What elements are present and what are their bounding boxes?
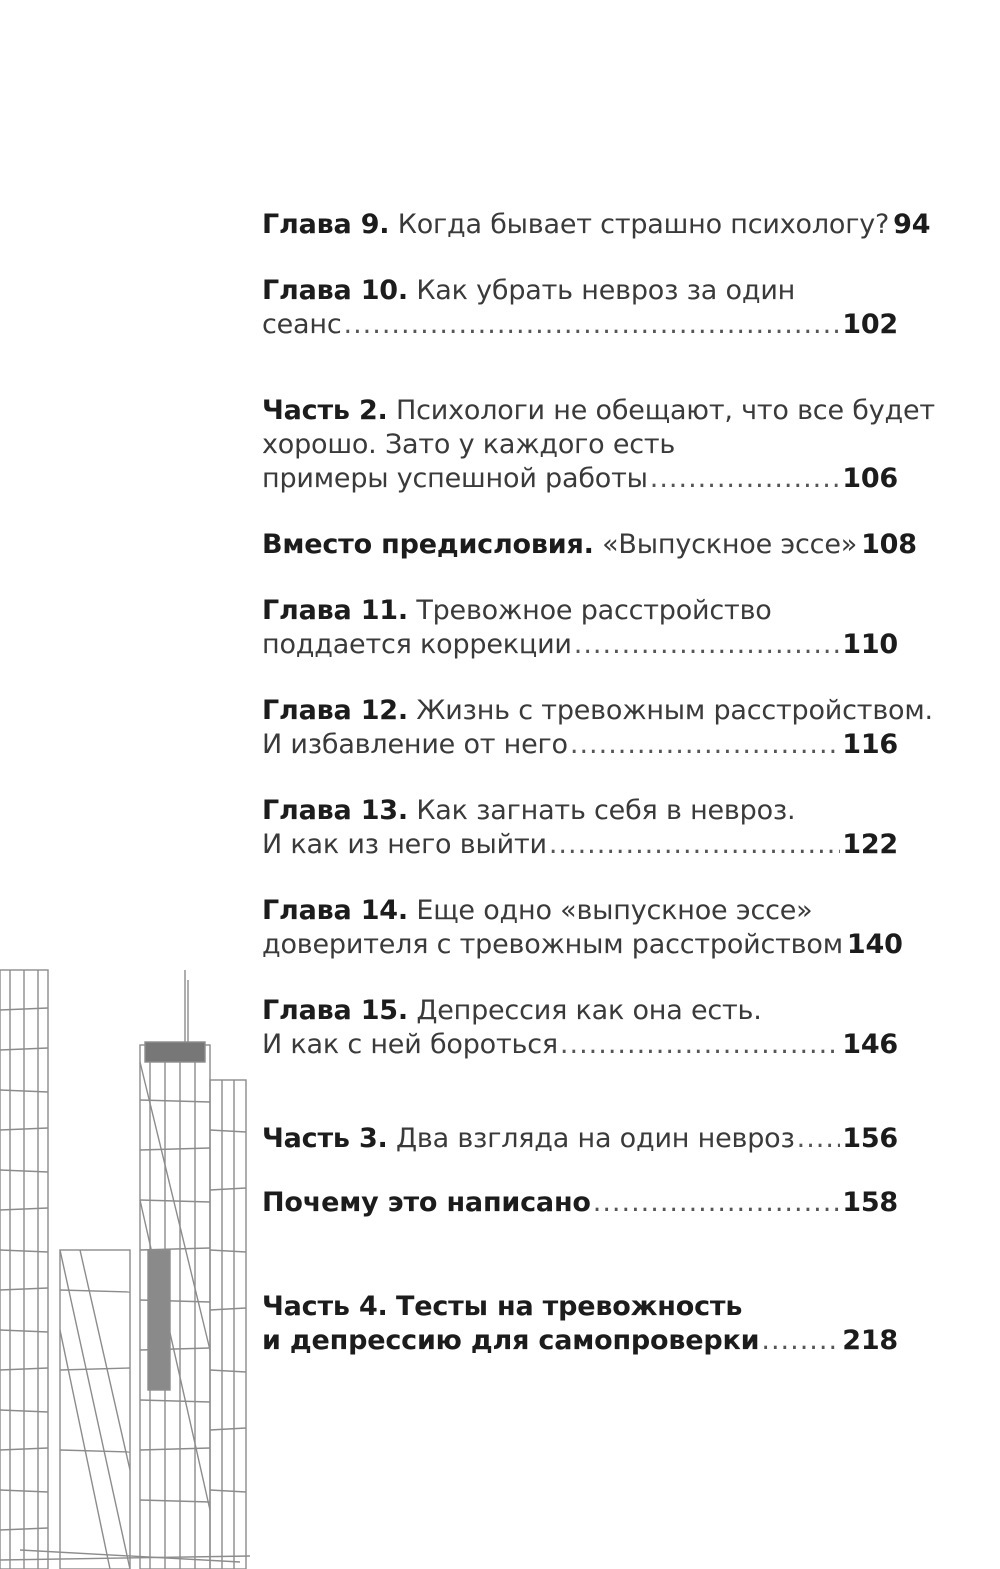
toc-entry-line: [262, 628, 898, 662]
toc-entry-title: И как из него выйти: [262, 829, 547, 860]
toc-leader-dots: [570, 728, 840, 762]
toc-page-number: 94: [893, 209, 931, 240]
toc-entry-label: Глава 14.: [262, 895, 408, 926]
toc-entry-label: Глава 10.: [262, 275, 408, 306]
toc-entry[interactable]: [262, 994, 898, 1062]
toc-entry-title: и депрессию для самопроверки: [262, 1325, 760, 1356]
toc-entry-line: [262, 728, 898, 762]
toc-entry-line: [262, 394, 935, 428]
toc-entry-line: [262, 1324, 898, 1358]
toc-entry-line: [262, 1122, 898, 1156]
toc-entry-line: [262, 894, 898, 928]
toc-leader-dots: [761, 1324, 840, 1358]
toc-entry-title: И избавление от него: [262, 729, 568, 760]
toc-page-number: 156: [842, 1123, 898, 1154]
toc-entry-title: Как загнать себя в невроз.: [416, 795, 796, 826]
toc-entry-label: Глава 13.: [262, 795, 408, 826]
toc-entry-title: Когда бывает страшно психологу?: [397, 209, 890, 240]
toc-entry-title: Тесты на тревожность: [396, 1291, 743, 1322]
toc-page-number: 158: [842, 1187, 898, 1218]
toc-entry-line: [262, 994, 898, 1028]
toc-entry-title: «Выпускное эссе»: [602, 529, 858, 560]
toc-entry-title: сеанс: [262, 309, 342, 340]
toc-entry-title: Жизнь с тревожным расстройством.: [416, 695, 933, 726]
toc-entry-line: [262, 428, 898, 462]
toc-entry[interactable]: [262, 1186, 898, 1220]
toc-page-number: 146: [842, 1029, 898, 1060]
toc-entry[interactable]: [262, 208, 931, 242]
toc-entry-line: [262, 594, 898, 628]
toc-entry-line: [262, 528, 917, 562]
toc-entry-title: И как с ней бороться: [262, 1029, 558, 1060]
toc-entry[interactable]: [262, 1122, 898, 1156]
toc-entry-line: [262, 828, 898, 862]
toc-leader-dots: [549, 828, 840, 862]
toc-entry-label: Часть 3.: [262, 1123, 388, 1154]
toc-leader-dots: [574, 628, 840, 662]
toc-page-number: 122: [842, 829, 898, 860]
toc-entry-label: Глава 15.: [262, 995, 408, 1026]
toc-page-number: 116: [842, 729, 898, 760]
toc-entry[interactable]: [262, 694, 933, 762]
toc-entry-title: Депрессия как она есть.: [416, 995, 762, 1026]
toc-entry-line: [262, 462, 898, 496]
toc-entry-title: доверителя с тревожным расстройством: [262, 929, 843, 960]
toc-page-number: 108: [861, 529, 917, 560]
toc-leader-dots: [593, 1186, 840, 1220]
toc-entry-label: Вместо предисловия.: [262, 529, 594, 560]
toc-entry-title: поддается коррекции: [262, 629, 572, 660]
toc-entry-title: Два взгляда на один невроз: [396, 1123, 795, 1154]
toc-entry-title: примеры успешной работы: [262, 463, 648, 494]
toc-entry[interactable]: [262, 894, 903, 962]
toc-page-number: 106: [842, 463, 898, 494]
toc-entry[interactable]: [262, 528, 917, 562]
toc-entry[interactable]: [262, 394, 935, 496]
toc-entry-line: [262, 928, 903, 962]
toc-page-number: 102: [842, 309, 898, 340]
toc-page-number: 110: [842, 629, 898, 660]
toc-entry[interactable]: [262, 274, 898, 342]
toc-entry-line: [262, 1290, 898, 1324]
toc-leader-dots: [344, 308, 841, 342]
toc-entry-label: Часть 4.: [262, 1291, 388, 1322]
toc-entry[interactable]: [262, 794, 898, 862]
toc-leader-dots: [650, 462, 840, 496]
toc-entry[interactable]: [262, 1290, 898, 1358]
toc-entry-line: [262, 1028, 898, 1062]
toc-entry-title: Психологи не обещают, что все будет: [396, 395, 935, 426]
toc-entry-line: [262, 274, 898, 308]
toc-entry-title: Как убрать невроз за один: [416, 275, 796, 306]
toc-entry-title: Тревожное расстройство: [416, 595, 772, 626]
toc-entry-line: [262, 794, 898, 828]
toc-entry-line: [262, 1186, 898, 1220]
toc-entry-label: Глава 9.: [262, 209, 390, 240]
toc-entry-title: Еще одно «выпускное эссе»: [416, 895, 813, 926]
city-skyscraper-sketch-icon: [0, 950, 260, 1569]
toc-entry-line: [262, 308, 898, 342]
toc-entry-title: хорошо. Зато у каждого есть: [262, 429, 676, 460]
toc-entry-label: Часть 2.: [262, 395, 388, 426]
toc-page-number: 140: [846, 929, 903, 960]
toc-entry-line: [262, 208, 931, 242]
toc-entry-line: [262, 694, 933, 728]
toc-entry[interactable]: [262, 594, 898, 662]
toc-leader-dots: [797, 1122, 841, 1156]
toc-page-number: 218: [842, 1325, 898, 1356]
toc-entry-title: Почему это написано: [262, 1187, 591, 1218]
toc-entry-label: Глава 11.: [262, 595, 408, 626]
toc-entry-label: Глава 12.: [262, 695, 408, 726]
toc-leader-dots: [560, 1028, 840, 1062]
